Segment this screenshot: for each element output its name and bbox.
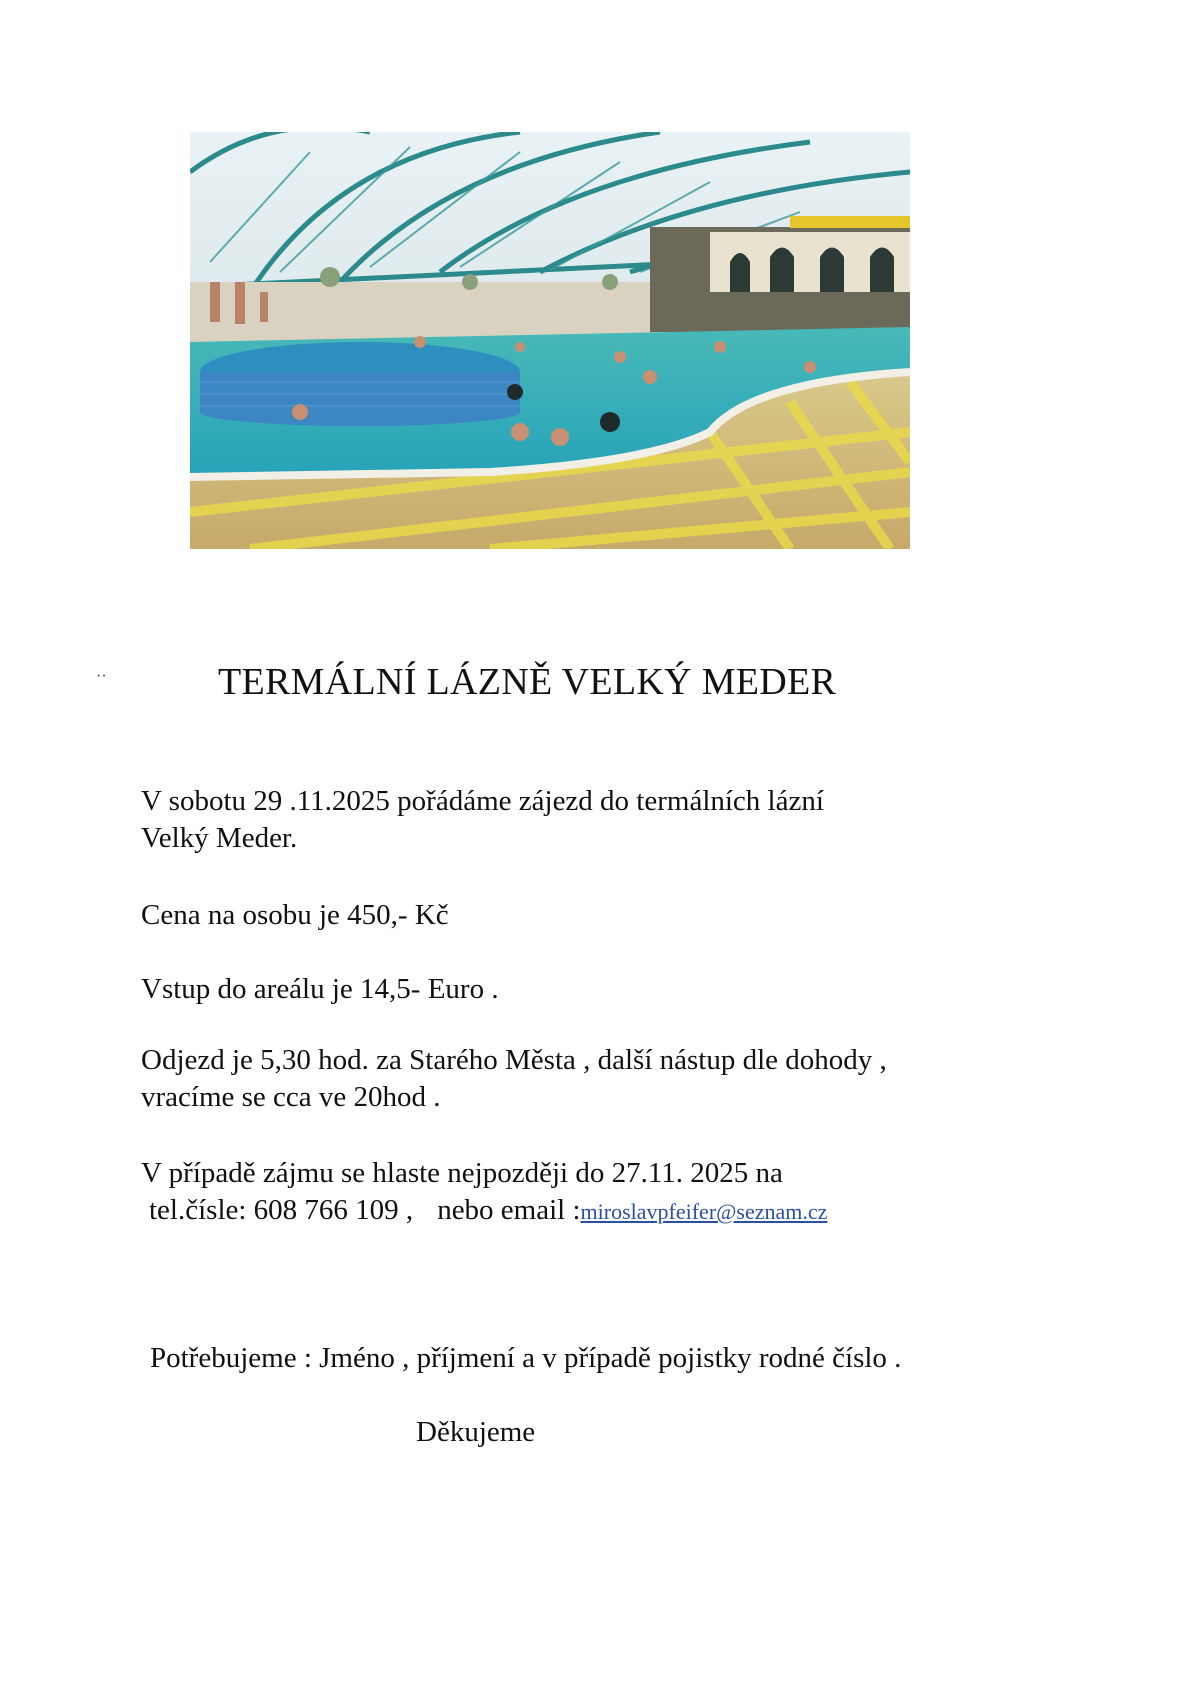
thermal-pool-photo <box>190 132 910 549</box>
email-link[interactable]: miroslavpfeifer@seznam.cz <box>580 1199 828 1224</box>
departure-line2: vracíme se cca ve 20hod . <box>141 1081 441 1113</box>
trip-date-paragraph <box>141 783 824 857</box>
trip-date-line2: Velký Meder. <box>141 822 298 854</box>
registration-line2 <box>141 1192 827 1230</box>
email-prefix: nebo email : <box>437 1194 581 1226</box>
stray-dots: ·· <box>96 668 107 685</box>
phone-text: tel.čísle: 608 766 109 , <box>149 1194 414 1226</box>
departure-line1: Odjezd je 5,30 hod. za Starého Města , další nástup dle dohody , <box>141 1044 887 1076</box>
entry-fee-paragraph: Vstup do areálu je 14,5- Euro . <box>141 973 499 1005</box>
thanks-text: Děkujeme <box>416 1416 536 1448</box>
registration-line1: V případě zájmu se hlaste nejpozději do 27.11. 2025 na <box>141 1157 783 1189</box>
requirements-paragraph: Potřebujeme : Jméno , příjmení a v případě pojistky rodné číslo . <box>150 1342 902 1374</box>
trip-date-line1: V sobotu 29 .11.2025 pořádáme zájezd do termálních lázní <box>141 785 824 817</box>
price-paragraph: Cena na osobu je 450,- Kč <box>141 899 449 931</box>
pool-illustration <box>190 132 910 549</box>
departure-paragraph <box>141 1042 887 1116</box>
registration-paragraph <box>141 1155 827 1230</box>
page-title: TERMÁLNÍ LÁZNĚ VELKÝ MEDER <box>218 661 837 703</box>
